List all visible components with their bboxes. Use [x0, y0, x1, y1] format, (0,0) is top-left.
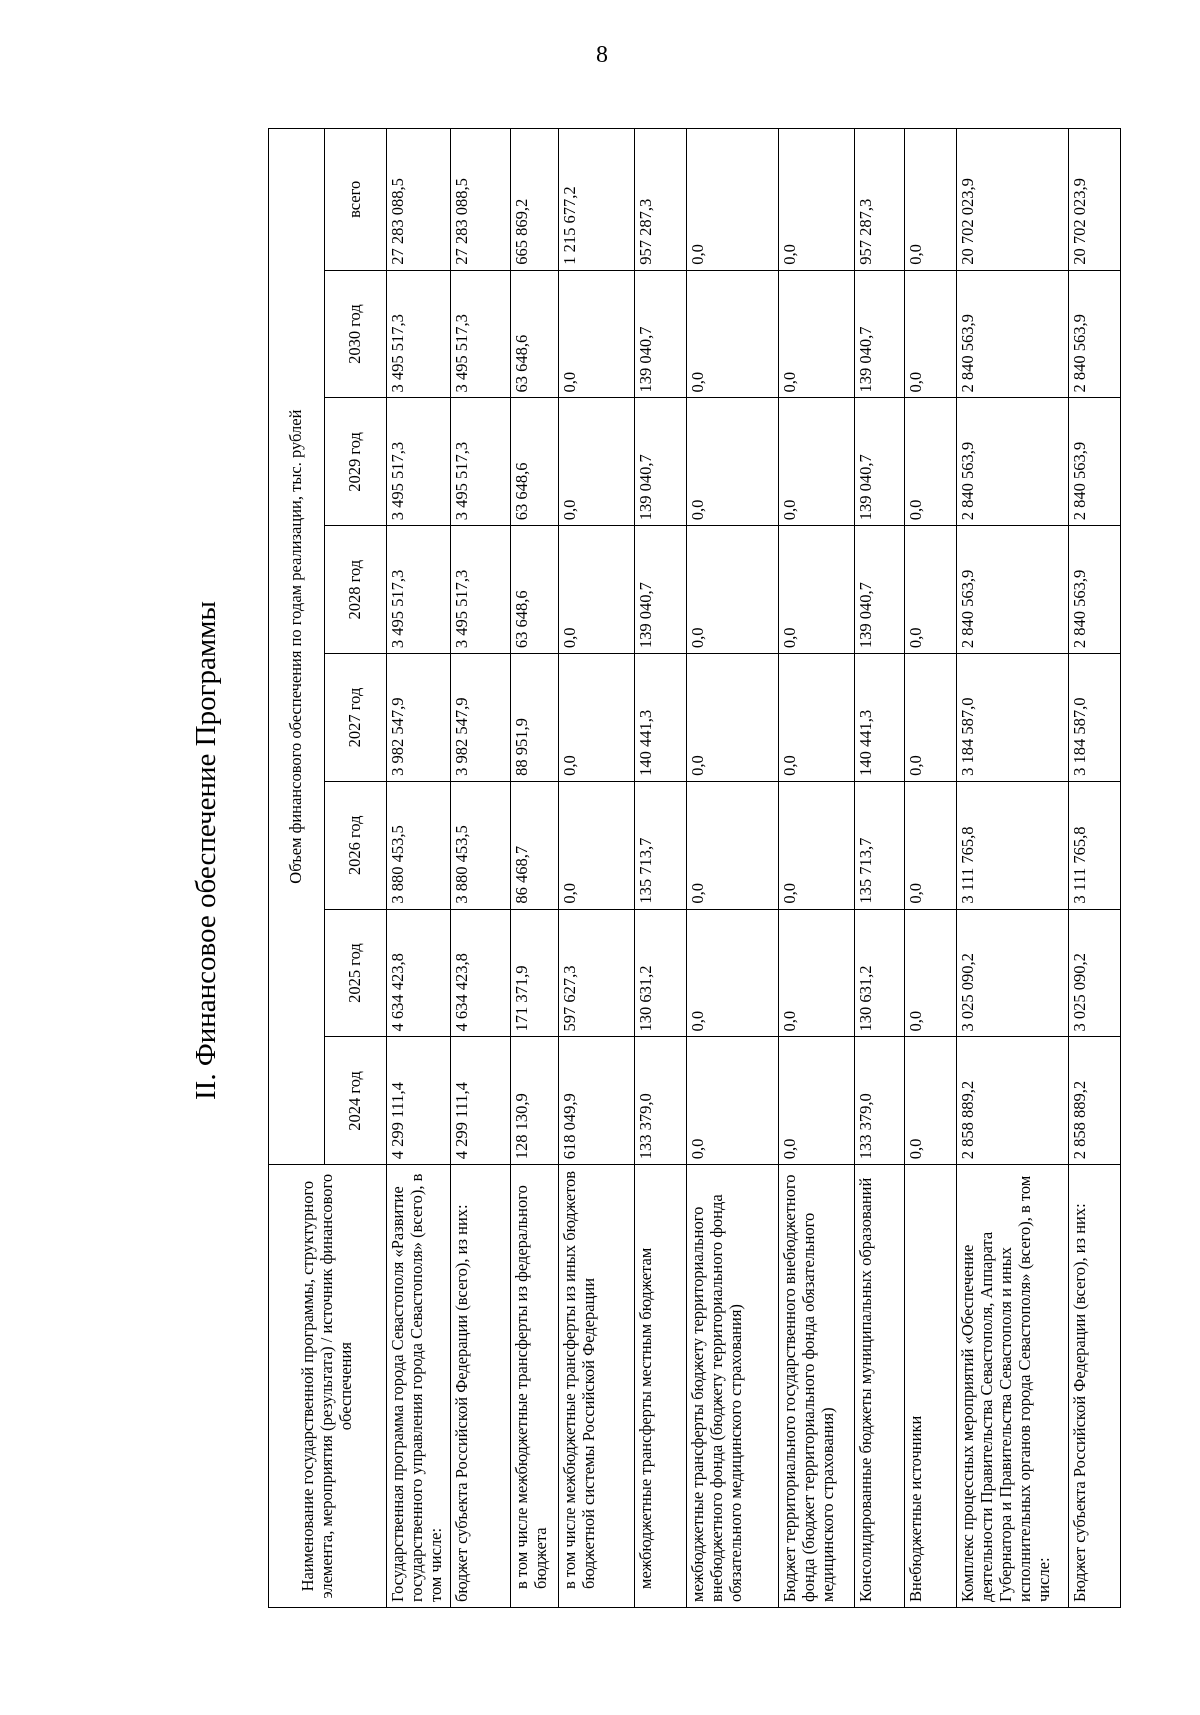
row-value-cell: 2 840 563,9	[1069, 270, 1121, 398]
row-value-cell: 0,0	[687, 398, 779, 526]
row-value-cell: 3 495 517,3	[451, 398, 511, 526]
row-value-cell: 3 111 765,8	[957, 781, 1069, 909]
row-value-cell: 2 840 563,9	[957, 526, 1069, 654]
row-value-cell: 0,0	[559, 526, 635, 654]
row-value-cell: 133 379,0	[635, 1037, 687, 1165]
row-value-cell: 0,0	[905, 654, 957, 782]
row-value-cell: 128 130,9	[511, 1037, 559, 1165]
col-header-2028: 2028 год	[325, 526, 387, 654]
row-value-cell: 0,0	[905, 270, 957, 398]
page-number: 8	[596, 42, 608, 68]
row-value-cell: 171 371,9	[511, 909, 559, 1037]
row-value-cell: 0,0	[905, 526, 957, 654]
table-row	[687, 129, 779, 1608]
table-row	[905, 129, 957, 1608]
table-row	[1069, 129, 1121, 1608]
row-value-cell: 0,0	[687, 654, 779, 782]
row-value-cell: 618 049,9	[559, 1037, 635, 1165]
row-value-cell: 2 840 563,9	[957, 270, 1069, 398]
header-name: Наименование государственной программы, структурного элемента, мероприятия (результата) / источник финансового обеспечения	[269, 1165, 387, 1608]
row-value-cell: 3 025 090,2	[1069, 909, 1121, 1037]
row-value-cell: 0,0	[687, 1037, 779, 1165]
row-source-name: Комплекс процессных мероприятий «Обеспечение деятельности Правительства Севастополя, Аппарата Губернатора и Правительства Севастополя и иных исполнительных органов города Севастополя» (всего), в том числе:	[957, 1165, 1069, 1608]
row-value-cell: 957 287,3	[855, 129, 905, 271]
row-value-cell: 139 040,7	[855, 270, 905, 398]
row-value-cell: 0,0	[779, 909, 855, 1037]
row-value-cell: 3 982 547,9	[451, 654, 511, 782]
table-row	[387, 129, 451, 1608]
row-value-cell: 3 982 547,9	[387, 654, 451, 782]
row-value-cell: 130 631,2	[855, 909, 905, 1037]
row-value-cell: 20 702 023,9	[1069, 129, 1121, 271]
row-value-cell: 27 283 088,5	[387, 129, 451, 271]
row-value-cell: 3 880 453,5	[451, 781, 511, 909]
row-value-cell: 139 040,7	[635, 270, 687, 398]
row-value-cell: 3 184 587,0	[957, 654, 1069, 782]
col-header-2025: 2025 год	[325, 909, 387, 1037]
row-source-name: Бюджет территориального государственного внебюджетного фонда (бюджет территориального фонда обязательного медицинского страхования)	[779, 1165, 855, 1608]
row-value-cell: 88 951,9	[511, 654, 559, 782]
row-value-cell: 139 040,7	[855, 398, 905, 526]
row-value-cell: 135 713,7	[635, 781, 687, 909]
table-body	[387, 129, 1121, 1608]
row-value-cell: 2 858 889,2	[1069, 1037, 1121, 1165]
row-value-cell: 135 713,7	[855, 781, 905, 909]
row-value-cell: 957 287,3	[635, 129, 687, 271]
row-source-name: бюджет субъекта Российской Федерации (всего), из них:	[451, 1165, 511, 1608]
row-value-cell: 3 495 517,3	[387, 270, 451, 398]
header-group: Объем финансового обеспечения по годам реализации, тыс. рублей	[269, 129, 325, 1165]
row-source-name: в том числе межбюджетные трансферты из иных бюджетов бюджетной системы Российской Федерации	[559, 1165, 635, 1608]
table-row	[779, 129, 855, 1608]
col-header-2027: 2027 год	[325, 654, 387, 782]
row-value-cell: 597 627,3	[559, 909, 635, 1037]
row-value-cell: 0,0	[559, 781, 635, 909]
row-value-cell: 3 184 587,0	[1069, 654, 1121, 782]
row-value-cell: 139 040,7	[635, 398, 687, 526]
row-value-cell: 139 040,7	[855, 526, 905, 654]
col-header-2026: 2026 год	[325, 781, 387, 909]
row-value-cell: 63 648,6	[511, 398, 559, 526]
row-source-name: межбюджетные трансферты местным бюджетам	[635, 1165, 687, 1608]
row-value-cell: 0,0	[687, 526, 779, 654]
row-value-cell: 2 858 889,2	[957, 1037, 1069, 1165]
row-value-cell: 20 702 023,9	[957, 129, 1069, 271]
table-row	[957, 129, 1069, 1608]
row-value-cell: 63 648,6	[511, 526, 559, 654]
row-value-cell: 3 495 517,3	[387, 398, 451, 526]
row-source-name: межбюджетные трансферты бюджету территориального внебюджетного фонда (бюджету территориального фонда обязательного медицинского страхования)	[687, 1165, 779, 1608]
col-header-2029: 2029 год	[325, 398, 387, 526]
row-value-cell: 0,0	[905, 1037, 957, 1165]
row-value-cell: 4 634 423,8	[387, 909, 451, 1037]
col-header-total: всего	[325, 129, 387, 271]
row-value-cell: 3 111 765,8	[1069, 781, 1121, 909]
table-row	[559, 129, 635, 1608]
row-value-cell: 1 215 677,2	[559, 129, 635, 271]
row-value-cell: 0,0	[779, 1037, 855, 1165]
row-value-cell: 3 495 517,3	[387, 526, 451, 654]
row-value-cell: 2 840 563,9	[1069, 398, 1121, 526]
row-value-cell: 0,0	[559, 270, 635, 398]
table-row	[855, 129, 905, 1608]
row-value-cell: 133 379,0	[855, 1037, 905, 1165]
row-source-name: Консолидированные бюджеты муниципальных образований	[855, 1165, 905, 1608]
row-source-name: Государственная программа города Севастополя «Развитие государственного управления города Севастополя» (всего), в том числе:	[387, 1165, 451, 1608]
row-value-cell: 0,0	[559, 654, 635, 782]
row-value-cell: 0,0	[559, 398, 635, 526]
row-value-cell: 0,0	[779, 526, 855, 654]
row-value-cell: 665 869,2	[511, 129, 559, 271]
row-value-cell: 0,0	[779, 129, 855, 271]
row-value-cell: 4 299 111,4	[451, 1037, 511, 1165]
table-row	[635, 129, 687, 1608]
row-value-cell: 4 634 423,8	[451, 909, 511, 1037]
row-value-cell: 63 648,6	[511, 270, 559, 398]
row-value-cell: 139 040,7	[635, 526, 687, 654]
row-value-cell: 2 840 563,9	[957, 398, 1069, 526]
row-value-cell: 0,0	[779, 781, 855, 909]
row-value-cell: 0,0	[779, 654, 855, 782]
row-value-cell: 27 283 088,5	[451, 129, 511, 271]
row-source-name: Бюджет субъекта Российской Федерации (всего), из них:	[1069, 1165, 1121, 1608]
table-row	[511, 129, 559, 1608]
row-value-cell: 0,0	[779, 270, 855, 398]
row-value-cell: 2 840 563,9	[1069, 526, 1121, 654]
table-row	[451, 129, 511, 1608]
row-value-cell: 0,0	[779, 398, 855, 526]
row-value-cell: 0,0	[687, 270, 779, 398]
row-value-cell: 130 631,2	[635, 909, 687, 1037]
row-value-cell: 0,0	[905, 398, 957, 526]
row-value-cell: 140 441,3	[855, 654, 905, 782]
col-header-2030: 2030 год	[325, 270, 387, 398]
row-value-cell: 86 468,7	[511, 781, 559, 909]
col-header-2024: 2024 год	[325, 1037, 387, 1165]
row-value-cell: 3 880 453,5	[387, 781, 451, 909]
row-value-cell: 140 441,3	[635, 654, 687, 782]
rotated-table-wrapper	[268, 128, 1118, 1608]
row-value-cell: 0,0	[905, 909, 957, 1037]
section-heading: II. Финансовое обеспечение Программы	[190, 600, 222, 1100]
row-value-cell: 0,0	[687, 129, 779, 271]
row-value-cell: 0,0	[905, 129, 957, 271]
row-value-cell: 0,0	[687, 909, 779, 1037]
row-value-cell: 4 299 111,4	[387, 1037, 451, 1165]
financing-table	[268, 128, 1121, 1608]
row-source-name: Внебюджетные источники	[905, 1165, 957, 1608]
row-source-name: в том числе межбюджетные трансферты из федерального бюджета	[511, 1165, 559, 1608]
row-value-cell: 3 025 090,2	[957, 909, 1069, 1037]
row-value-cell: 3 495 517,3	[451, 526, 511, 654]
row-value-cell: 0,0	[687, 781, 779, 909]
row-value-cell: 0,0	[905, 781, 957, 909]
row-value-cell: 3 495 517,3	[451, 270, 511, 398]
